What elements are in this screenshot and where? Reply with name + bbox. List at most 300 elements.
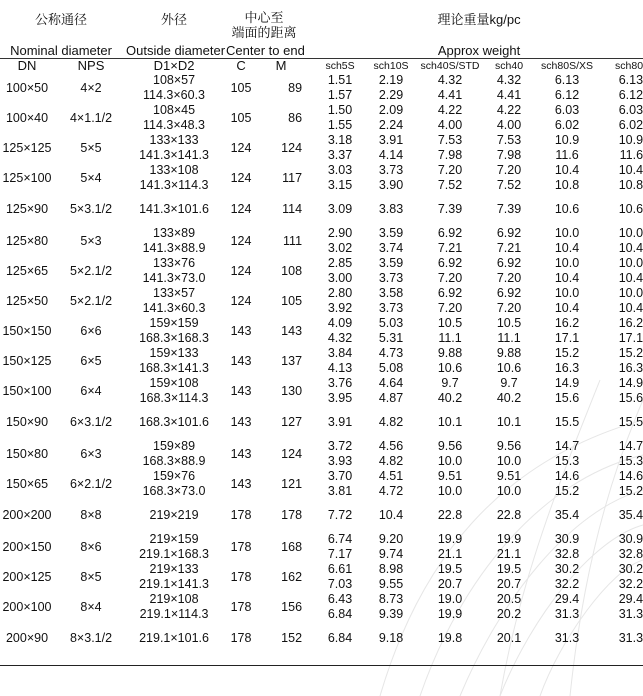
cell-weight-sch10s: 3.90 xyxy=(378,178,404,192)
nominal-diameter-en: Nominal diameter xyxy=(0,42,122,59)
cell-weight-sch80s-xs: 32.2 xyxy=(554,577,580,591)
cell-weight-sch5s: 3.81 xyxy=(327,484,353,498)
table-row xyxy=(0,592,643,607)
cell-c: 124 xyxy=(230,170,252,185)
table-row xyxy=(0,163,643,178)
table-row xyxy=(0,376,643,391)
cell-d1d2: 219×133 xyxy=(149,562,199,576)
cell-weight-sch10s: 9.18 xyxy=(378,631,404,645)
cell-dn: 150×100 xyxy=(2,383,52,398)
center-cn-line1: 中心至 xyxy=(244,10,284,25)
cell-weight-sch80: 32.8 xyxy=(618,547,643,561)
cell-weight-sch80s-xs: 15.2 xyxy=(554,346,580,360)
cell-weight-sch10s: 4.64 xyxy=(378,376,404,390)
cell-weight-sch10s: 10.4 xyxy=(378,508,404,522)
cell-d1d2: 168.3×114.3 xyxy=(139,391,209,405)
cell-weight-sch80s-xs: 14.7 xyxy=(554,439,580,453)
table-row xyxy=(0,439,643,454)
cell-weight-sch40s-std: 4.22 xyxy=(437,103,463,117)
cell-weight-sch40s-std: 6.92 xyxy=(437,256,463,270)
cell-weight-sch40s-std: 10.0 xyxy=(437,484,463,498)
cell-m: 127 xyxy=(281,415,303,429)
cell-weight-sch10s: 4.82 xyxy=(378,415,404,429)
cell-weight-sch40s-std: 19.5 xyxy=(437,562,463,576)
cell-d1d2: 168.3×168.3 xyxy=(139,331,209,345)
cell-weight-sch40s-std: 21.1 xyxy=(437,547,463,561)
cell-d1d2: 219.1×168.3 xyxy=(139,547,209,561)
cell-weight-sch80s-xs: 16.2 xyxy=(554,316,580,330)
cell-c: 143 xyxy=(230,446,252,461)
cell-weight-sch80s-xs: 30.2 xyxy=(554,562,580,576)
table-row xyxy=(0,532,643,547)
cell-weight-sch80s-xs: 15.2 xyxy=(554,484,580,498)
cell-nps: 6×3 xyxy=(80,446,102,461)
cell-weight-sch80s-xs: 11.6 xyxy=(555,148,579,162)
cell-m: 105 xyxy=(281,293,303,308)
cell-weight-sch10s: 9.55 xyxy=(378,577,404,591)
cell-weight-sch80: 14.7 xyxy=(618,439,643,453)
cell-weight-sch80s-xs: 10.0 xyxy=(554,226,580,240)
cell-nps: 6×3.1/2 xyxy=(69,415,113,429)
cell-weight-sch80s-xs: 10.0 xyxy=(554,286,580,300)
table-row xyxy=(0,346,643,361)
cell-weight-sch5s: 3.76 xyxy=(327,376,353,390)
cell-weight-sch80: 31.3 xyxy=(618,607,643,621)
cell-c: 178 xyxy=(230,569,252,584)
col-header-sch80s-xs: sch80S/XS xyxy=(535,59,599,74)
cell-weight-sch40: 6.92 xyxy=(496,226,522,240)
cell-weight-sch40s-std: 9.56 xyxy=(437,439,463,453)
cell-weight-sch80: 10.9 xyxy=(618,133,643,147)
cell-weight-sch10s: 4.51 xyxy=(378,469,404,483)
cell-weight-sch10s: 2.24 xyxy=(378,118,404,132)
cell-weight-sch5s: 3.95 xyxy=(327,391,353,405)
cell-weight-sch80: 15.3 xyxy=(618,454,643,468)
cell-c: 124 xyxy=(230,293,252,308)
cell-weight-sch40: 19.5 xyxy=(496,562,522,576)
cell-d1d2: 133×76 xyxy=(153,256,196,270)
cell-weight-sch40: 4.22 xyxy=(496,103,522,117)
cell-weight-sch40s-std: 10.5 xyxy=(437,316,463,330)
cell-weight-sch40: 7.20 xyxy=(496,271,522,285)
cell-weight-sch80: 10.0 xyxy=(618,256,643,270)
cell-d1d2: 133×57 xyxy=(153,286,196,300)
cell-d1d2: 219×219 xyxy=(149,508,199,522)
table-row xyxy=(0,133,643,148)
cell-weight-sch80: 30.2 xyxy=(618,562,643,576)
cell-weight-sch5s: 3.91 xyxy=(327,415,353,429)
cell-weight-sch40: 7.53 xyxy=(496,133,522,147)
cell-dn: 200×100 xyxy=(2,599,52,614)
cell-weight-sch5s: 6.74 xyxy=(327,532,353,546)
cell-weight-sch80: 10.6 xyxy=(618,202,643,216)
cell-d1d2: 219.1×141.3 xyxy=(139,577,209,591)
table-row xyxy=(0,562,643,577)
cell-nps: 6×4 xyxy=(80,383,102,398)
cell-weight-sch80s-xs: 10.6 xyxy=(554,202,580,216)
center-to-end-cn xyxy=(226,0,302,42)
cell-weight-sch5s: 3.03 xyxy=(327,163,353,177)
cell-c: 143 xyxy=(230,383,252,398)
cell-weight-sch40: 7.52 xyxy=(496,178,522,192)
cell-d1d2: 168.3×88.9 xyxy=(142,454,206,468)
cell-weight-sch80s-xs: 30.9 xyxy=(554,532,580,546)
cell-nps: 8×8 xyxy=(80,508,102,522)
cell-weight-sch5s: 3.70 xyxy=(327,469,353,483)
cell-weight-sch40: 10.5 xyxy=(496,316,522,330)
col-header-sch10s: sch10S xyxy=(365,59,417,74)
table-row xyxy=(0,193,643,226)
cell-c: 178 xyxy=(230,599,252,614)
cell-weight-sch80s-xs: 10.4 xyxy=(554,301,580,315)
cell-weight-sch80: 30.9 xyxy=(618,532,643,546)
cell-nps: 4×2 xyxy=(80,80,102,95)
cell-dn: 125×90 xyxy=(5,202,49,216)
cell-weight-sch5s: 3.09 xyxy=(327,202,353,216)
cell-dn: 125×65 xyxy=(5,263,49,278)
cell-nps: 8×4 xyxy=(80,599,102,614)
cell-d1d2: 114.3×48.3 xyxy=(143,118,206,132)
cell-weight-sch40s-std: 4.32 xyxy=(437,73,463,87)
cell-weight-sch5s: 1.55 xyxy=(327,118,353,132)
cell-dn: 100×50 xyxy=(5,80,49,95)
weight-cn: 理论重量kg/pc xyxy=(437,12,521,27)
cell-c: 124 xyxy=(230,202,252,216)
cell-dn: 125×50 xyxy=(5,293,49,308)
cell-d1d2: 159×108 xyxy=(149,376,199,390)
cell-weight-sch80: 10.0 xyxy=(618,286,643,300)
cell-weight-sch10s: 4.87 xyxy=(378,391,404,405)
cell-weight-sch40: 4.00 xyxy=(496,118,522,132)
cell-weight-sch40s-std: 4.41 xyxy=(437,88,463,102)
table-row xyxy=(0,406,643,439)
cell-weight-sch80: 10.8 xyxy=(618,178,643,192)
cell-weight-sch80s-xs: 32.8 xyxy=(554,547,580,561)
cell-weight-sch5s: 3.15 xyxy=(327,178,353,192)
cell-c: 143 xyxy=(230,353,252,368)
cell-weight-sch5s: 3.00 xyxy=(327,271,353,285)
cell-dn: 200×125 xyxy=(2,569,52,584)
cell-weight-sch40: 7.21 xyxy=(496,241,522,255)
nominal-diameter-cn: 公称通径 xyxy=(35,12,88,27)
cell-d1d2: 114.3×60.3 xyxy=(143,88,206,102)
cell-c: 124 xyxy=(230,233,252,248)
cell-m: 156 xyxy=(281,599,303,614)
cell-m: 124 xyxy=(281,140,303,155)
cell-weight-sch40: 10.1 xyxy=(496,415,522,429)
cell-m: 124 xyxy=(281,446,303,461)
cell-d1d2: 108×57 xyxy=(153,73,196,87)
cell-weight-sch40s-std: 7.21 xyxy=(437,241,463,255)
col-header-c: C xyxy=(226,59,256,74)
cell-m: 162 xyxy=(281,569,303,584)
cell-d1d2: 141.3×101.6 xyxy=(139,202,209,216)
cell-weight-sch10s: 2.19 xyxy=(378,73,404,87)
cell-weight-sch80s-xs: 14.9 xyxy=(554,376,580,390)
cell-weight-sch40: 10.0 xyxy=(496,484,522,498)
cell-weight-sch10s: 4.82 xyxy=(378,454,404,468)
cell-weight-sch10s: 9.74 xyxy=(378,547,404,561)
cell-dn: 125×80 xyxy=(5,233,49,248)
cell-m: 111 xyxy=(283,233,303,248)
cell-weight-sch40s-std: 10.0 xyxy=(437,454,463,468)
cell-weight-sch80: 6.02 xyxy=(618,118,643,132)
cell-weight-sch10s: 3.58 xyxy=(378,286,404,300)
cell-c: 178 xyxy=(230,508,252,522)
cell-dn: 125×125 xyxy=(2,140,52,155)
cell-weight-sch80s-xs: 10.0 xyxy=(554,256,580,270)
cell-weight-sch10s: 9.20 xyxy=(378,532,404,546)
cell-weight-sch40: 4.41 xyxy=(496,88,522,102)
cell-weight-sch80: 35.4 xyxy=(618,508,643,522)
col-header-nps: NPS xyxy=(60,59,122,74)
cell-weight-sch80: 29.4 xyxy=(618,592,643,606)
cell-weight-sch10s: 3.73 xyxy=(378,301,404,315)
cell-weight-sch80: 10.4 xyxy=(618,163,643,177)
cell-d1d2: 141.3×114.3 xyxy=(139,178,209,192)
cell-weight-sch40: 9.7 xyxy=(500,376,518,390)
cell-weight-sch40s-std: 9.51 xyxy=(437,469,463,483)
cell-weight-sch80: 14.6 xyxy=(618,469,643,483)
cell-weight-sch40: 20.1 xyxy=(496,631,522,645)
col-header-sch5s: sch5S xyxy=(315,59,365,74)
cell-weight-sch10s: 3.59 xyxy=(378,226,404,240)
cell-weight-sch80: 15.2 xyxy=(618,346,643,360)
cell-weight-sch80: 16.3 xyxy=(618,361,643,375)
cell-weight-sch80s-xs: 31.3 xyxy=(554,607,580,621)
cell-c: 124 xyxy=(230,263,252,278)
cell-weight-sch40s-std: 19.0 xyxy=(437,592,463,606)
cell-weight-sch80s-xs: 35.4 xyxy=(554,508,580,522)
cell-dn: 150×65 xyxy=(5,476,49,491)
cell-m: 137 xyxy=(281,353,303,368)
cell-dn: 150×90 xyxy=(5,415,49,429)
cell-weight-sch10s: 2.29 xyxy=(378,88,404,102)
cell-weight-sch10s: 3.73 xyxy=(378,163,404,177)
cell-weight-sch10s: 8.73 xyxy=(378,592,404,606)
cell-weight-sch10s: 8.98 xyxy=(378,562,404,576)
cell-weight-sch80: 6.12 xyxy=(618,88,643,102)
cell-weight-sch40: 20.2 xyxy=(496,607,522,621)
cell-weight-sch40s-std: 7.53 xyxy=(437,133,463,147)
cell-weight-sch80: 15.5 xyxy=(618,415,643,429)
cell-weight-sch80: 10.4 xyxy=(618,241,643,255)
cell-weight-sch80s-xs: 10.4 xyxy=(554,271,580,285)
cell-weight-sch80s-xs: 6.02 xyxy=(554,118,580,132)
cell-nps: 6×5 xyxy=(80,353,102,368)
center-to-end-en: Center to end xyxy=(226,42,305,58)
cell-d1d2: 159×89 xyxy=(153,439,196,453)
cell-weight-sch40: 10.0 xyxy=(496,454,522,468)
cell-weight-sch40: 7.39 xyxy=(496,202,522,216)
cell-c: 143 xyxy=(230,415,252,429)
cell-m: 178 xyxy=(281,508,303,522)
cell-weight-sch40s-std: 7.20 xyxy=(437,301,463,315)
cell-weight-sch40: 21.1 xyxy=(496,547,522,561)
cell-weight-sch80: 14.9 xyxy=(618,376,643,390)
cell-weight-sch5s: 3.02 xyxy=(327,241,353,255)
cell-weight-sch40s-std: 7.20 xyxy=(437,271,463,285)
table-row xyxy=(0,316,643,331)
cell-d1d2: 168.3×73.0 xyxy=(142,484,206,498)
cell-dn: 125×100 xyxy=(2,170,52,185)
center-cn-line2: 端面的距离 xyxy=(231,25,297,40)
cell-nps: 6×2.1/2 xyxy=(69,476,113,491)
cell-weight-sch5s: 4.13 xyxy=(327,361,353,375)
col-header-dn: DN xyxy=(0,59,54,74)
cell-weight-sch40: 9.51 xyxy=(496,469,522,483)
cell-weight-sch40: 7.20 xyxy=(496,163,522,177)
cell-weight-sch10s: 4.14 xyxy=(378,148,404,162)
cell-nps: 5×4 xyxy=(80,170,102,185)
cell-weight-sch40s-std: 6.92 xyxy=(437,226,463,240)
cell-m: 152 xyxy=(281,631,303,645)
weight-en: Approx weight xyxy=(315,42,643,59)
table-row xyxy=(0,469,643,484)
cell-weight-sch80: 31.3 xyxy=(618,631,643,645)
cell-weight-sch80: 15.2 xyxy=(618,484,643,498)
cell-weight-sch40s-std: 7.98 xyxy=(437,148,463,162)
cell-weight-sch80s-xs: 15.6 xyxy=(554,391,580,405)
col-header-sch40: sch40 xyxy=(483,59,535,74)
cell-weight-sch5s: 4.32 xyxy=(327,331,353,345)
cell-weight-sch40s-std: 19.8 xyxy=(437,631,463,645)
cell-weight-sch5s: 3.92 xyxy=(327,301,353,315)
cell-d1d2: 159×133 xyxy=(149,346,199,360)
outside-diameter-cn: 外径 xyxy=(161,12,188,27)
table-row xyxy=(0,256,643,271)
cell-weight-sch80s-xs: 29.4 xyxy=(554,592,580,606)
cell-weight-sch40s-std: 7.52 xyxy=(437,178,463,192)
cell-weight-sch5s: 3.84 xyxy=(327,346,353,360)
cell-nps: 6×6 xyxy=(80,323,102,338)
cell-m: 168 xyxy=(281,539,303,554)
cell-weight-sch40s-std: 19.9 xyxy=(437,532,463,546)
cell-m: 130 xyxy=(281,383,303,398)
cell-m: 108 xyxy=(281,263,303,278)
cell-weight-sch5s: 3.18 xyxy=(327,133,353,147)
cell-weight-sch5s: 3.37 xyxy=(327,148,353,162)
col-header-sch80: sch80 xyxy=(599,59,643,74)
cell-weight-sch80: 17.1 xyxy=(618,331,643,345)
cell-weight-sch5s: 1.51 xyxy=(327,73,353,87)
cell-weight-sch80: 10.0 xyxy=(618,226,643,240)
cell-weight-sch80s-xs: 15.3 xyxy=(554,454,580,468)
cell-weight-sch80s-xs: 17.1 xyxy=(554,331,580,345)
col-header-m: M xyxy=(260,59,302,74)
cell-c: 178 xyxy=(230,631,252,645)
cell-weight-sch10s: 4.56 xyxy=(378,439,404,453)
table-row xyxy=(0,499,643,532)
cell-weight-sch80: 15.6 xyxy=(618,391,643,405)
cell-weight-sch5s: 2.90 xyxy=(327,226,353,240)
cell-d1d2: 108×45 xyxy=(153,103,196,117)
cell-weight-sch80s-xs: 10.8 xyxy=(554,178,580,192)
cell-weight-sch5s: 7.03 xyxy=(327,577,353,591)
cell-weight-sch5s: 4.09 xyxy=(327,316,353,330)
cell-weight-sch80s-xs: 6.13 xyxy=(554,73,580,87)
cell-weight-sch40: 20.5 xyxy=(496,592,522,606)
cell-weight-sch40: 9.56 xyxy=(496,439,522,453)
cell-d1d2: 133×133 xyxy=(149,133,199,147)
cell-weight-sch40s-std: 10.6 xyxy=(437,361,463,375)
cell-weight-sch5s: 6.43 xyxy=(327,592,353,606)
cell-dn: 200×90 xyxy=(5,631,49,645)
cell-weight-sch40: 10.6 xyxy=(496,361,522,375)
cell-weight-sch40: 9.88 xyxy=(496,346,522,360)
cell-d1d2: 159×76 xyxy=(153,469,196,483)
cell-c: 124 xyxy=(230,140,252,155)
cell-nps: 5×5 xyxy=(80,140,102,155)
cell-weight-sch10s: 5.03 xyxy=(378,316,404,330)
table-row xyxy=(0,226,643,241)
cell-weight-sch40: 7.20 xyxy=(496,301,522,315)
cell-weight-sch5s: 7.17 xyxy=(327,547,353,561)
cell-weight-sch40: 22.8 xyxy=(496,508,522,522)
cell-dn: 100×40 xyxy=(5,110,49,125)
cell-weight-sch5s: 3.93 xyxy=(327,454,353,468)
cell-nps: 8×3.1/2 xyxy=(69,631,113,645)
cell-weight-sch40: 11.1 xyxy=(497,331,521,345)
cell-weight-sch40s-std: 11.1 xyxy=(438,331,462,345)
cell-d1d2: 219×108 xyxy=(149,592,199,606)
cell-weight-sch40s-std: 6.92 xyxy=(437,286,463,300)
cell-d1d2: 141.3×73.0 xyxy=(142,271,206,285)
cell-m: 86 xyxy=(288,110,303,125)
cell-weight-sch5s: 2.85 xyxy=(327,256,353,270)
cell-weight-sch10s: 2.09 xyxy=(378,103,404,117)
cell-weight-sch40s-std: 9.88 xyxy=(437,346,463,360)
cell-c: 143 xyxy=(230,476,252,491)
cell-d1d2: 219.1×114.3 xyxy=(139,607,209,621)
cell-nps: 5×3 xyxy=(80,233,102,248)
cell-d1d2: 141.3×60.3 xyxy=(142,301,206,315)
cell-weight-sch5s: 1.50 xyxy=(327,103,353,117)
cell-weight-sch10s: 4.73 xyxy=(378,346,404,360)
col-header-sch40s-std: sch40S/STD xyxy=(417,59,483,74)
cell-weight-sch5s: 6.84 xyxy=(327,631,353,645)
cell-weight-sch40s-std: 10.1 xyxy=(437,415,463,429)
cell-weight-sch10s: 9.39 xyxy=(378,607,404,621)
cell-weight-sch40: 40.2 xyxy=(496,391,522,405)
table-row xyxy=(0,73,643,88)
cell-weight-sch40s-std: 4.00 xyxy=(437,118,463,132)
cell-weight-sch5s: 6.84 xyxy=(327,607,353,621)
table-row xyxy=(0,103,643,118)
cell-weight-sch80: 10.4 xyxy=(618,301,643,315)
cell-weight-sch80s-xs: 10.9 xyxy=(554,133,580,147)
cell-weight-sch80s-xs: 16.3 xyxy=(554,361,580,375)
cell-c: 105 xyxy=(230,110,252,125)
cell-weight-sch5s: 2.80 xyxy=(327,286,353,300)
cell-weight-sch10s: 3.83 xyxy=(378,202,404,216)
cell-weight-sch40s-std: 7.39 xyxy=(437,202,463,216)
cell-c: 143 xyxy=(230,323,252,338)
cell-weight-sch80s-xs: 6.12 xyxy=(554,88,580,102)
cell-d1d2: 133×89 xyxy=(153,226,196,240)
cell-weight-sch80s-xs: 15.5 xyxy=(554,415,580,429)
cell-nps: 8×5 xyxy=(80,569,102,584)
cell-weight-sch10s: 5.31 xyxy=(378,331,404,345)
cell-dn: 150×125 xyxy=(2,353,52,368)
cell-weight-sch80: 6.13 xyxy=(618,73,643,87)
cell-weight-sch40s-std: 22.8 xyxy=(437,508,463,522)
cell-dn: 200×150 xyxy=(2,539,52,554)
cell-d1d2: 159×159 xyxy=(149,316,199,330)
cell-weight-sch10s: 3.91 xyxy=(378,133,404,147)
cell-weight-sch80: 32.2 xyxy=(618,577,643,591)
cell-weight-sch40s-std: 7.20 xyxy=(437,163,463,177)
